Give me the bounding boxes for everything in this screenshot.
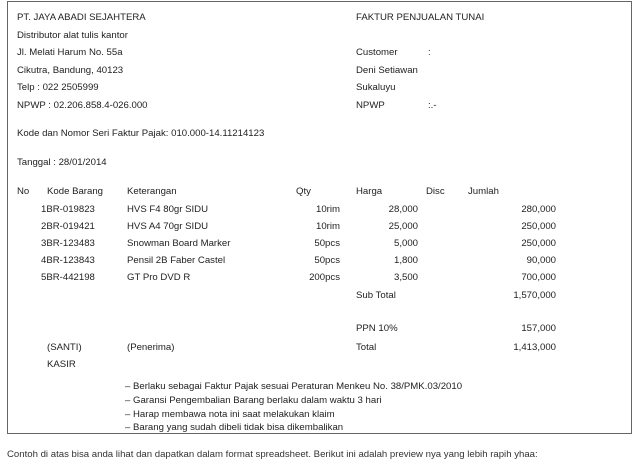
company-tagline: Distributor alat tulis kantor [17, 30, 128, 41]
total-value: 1,413,000 [513, 342, 556, 353]
row-qty: 50pcs [314, 238, 340, 249]
receiver-signature: (Penerima) [127, 342, 175, 353]
row-qty: 10rim [316, 221, 340, 232]
cashier-name: (SANTI) [47, 342, 82, 353]
customer-npwp-value: :.- [428, 100, 437, 111]
note-line: – Berlaku sebagai Faktur Pajak sesuai Peraturan Menkeu No. 38/PMK.03/2010 [125, 381, 463, 392]
company-phone: Telp : 022 2505999 [17, 82, 99, 93]
subtotal-value: 1,570,000 [513, 290, 556, 301]
row-amount: 280,000 [521, 204, 556, 215]
ppn-value: 157,000 [521, 323, 556, 334]
row-amount: 250,000 [521, 221, 556, 232]
row-price: 5,000 [393, 238, 418, 249]
row-code: 5BR-442198 [41, 272, 95, 283]
customer-city: Sukaluyu [356, 82, 396, 93]
row-desc: HVS F4 80gr SIDU [127, 204, 209, 215]
invoice-date: Tanggal : 28/01/2014 [17, 157, 107, 168]
invoice-document [7, 1, 632, 434]
customer-label: Customer [356, 47, 398, 58]
row-amount: 90,000 [526, 255, 556, 266]
row-price: 28,000 [388, 204, 418, 215]
cashier-title: KASIR [47, 359, 76, 370]
note-line: – Garansi Pengembalian Barang berlaku dalam waktu 3 hari [125, 395, 382, 406]
company-address-2: Cikutra, Bandung, 40123 [17, 65, 124, 76]
col-header-qty: Qty [296, 186, 311, 197]
row-desc: GT Pro DVD R [127, 272, 191, 283]
customer-npwp-label: NPWP [356, 100, 385, 111]
subtotal-label: Sub Total [356, 290, 396, 301]
row-code: 4BR-123843 [41, 255, 95, 266]
row-desc: Pensil 2B Faber Castel [127, 255, 226, 266]
col-header-desc: Keterangan [127, 186, 177, 197]
row-price: 3,500 [393, 272, 418, 283]
company-name: PT. JAYA ABADI SEJAHTERA [17, 12, 146, 23]
customer-colon: : [428, 47, 431, 58]
row-code: 2BR-019421 [41, 221, 95, 232]
tax-serial-number: Kode dan Nomor Seri Faktur Pajak: 010.000-14.11214123 [17, 128, 265, 139]
row-code: 1BR-019823 [41, 204, 95, 215]
note-line: – Barang yang sudah dibeli tidak bisa dikembalikan [125, 422, 344, 433]
invoice-title: FAKTUR PENJUALAN TUNAI [356, 12, 485, 23]
ppn-label: PPN 10% [356, 323, 398, 334]
row-qty: 200pcs [309, 272, 340, 283]
row-amount: 250,000 [521, 238, 556, 249]
company-npwp: NPWP : 02.206.858.4-026.000 [17, 100, 148, 111]
note-line: – Harap membawa nota ini saat melakukan klaim [125, 409, 335, 420]
row-qty: 10rim [316, 204, 340, 215]
col-header-no: No [17, 186, 30, 197]
row-amount: 700,000 [521, 272, 556, 283]
col-header-code: Kode Barang [47, 186, 104, 197]
article-caption: Contoh di atas bisa anda lihat dan dapatkan dalam format spreadsheet. Berikut ini adalah preview nya yang lebih rapih yhaa: [7, 449, 538, 460]
col-header-disc: Disc [426, 186, 445, 197]
total-label: Total [356, 342, 377, 353]
row-price: 25,000 [388, 221, 418, 232]
row-qty: 50pcs [314, 255, 340, 266]
row-desc: HVS A4 70gr SIDU [127, 221, 209, 232]
row-price: 1,800 [393, 255, 418, 266]
row-desc: Snowman Board Marker [127, 238, 231, 249]
col-header-amount: Jumlah [468, 186, 499, 197]
company-address-1: Jl. Melati Harum No. 55a [17, 47, 123, 58]
row-code: 3BR-123483 [41, 238, 95, 249]
customer-name: Deni Setiawan [356, 65, 418, 76]
col-header-price: Harga [356, 186, 383, 197]
